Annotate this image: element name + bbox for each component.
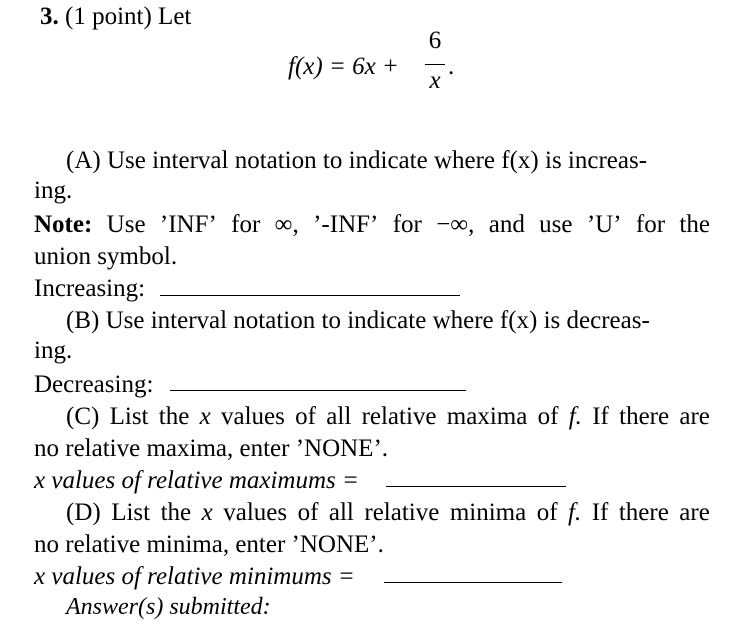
part-d-word: are bbox=[679, 499, 710, 526]
equation-denominator: x bbox=[429, 67, 441, 94]
part-d-word: there bbox=[618, 499, 669, 526]
part-d-word: x bbox=[201, 499, 213, 526]
equation-lhs: f(x) = 6x + bbox=[288, 53, 399, 80]
note-word: for bbox=[635, 211, 666, 238]
note-label: Note: bbox=[34, 211, 93, 238]
increasing-answer-field[interactable] bbox=[160, 295, 460, 296]
part-d-word: minima bbox=[449, 499, 527, 526]
part-c-line2: no relative maxima, enter ’NONE’. bbox=[34, 435, 389, 462]
part-a-line2: ing. bbox=[34, 177, 73, 204]
part-c-word: f. bbox=[568, 403, 582, 430]
part-d-word: all bbox=[328, 499, 354, 526]
part-c-word: the bbox=[158, 403, 190, 430]
note-word: ’-INF’ bbox=[313, 211, 379, 238]
maximums-label: x values of relative maximums = bbox=[34, 467, 359, 494]
part-d-line1 bbox=[66, 498, 710, 528]
part-b-line2: ing. bbox=[34, 337, 73, 364]
decreasing-label: Decreasing: bbox=[34, 371, 154, 398]
part-d-word: relative bbox=[364, 499, 440, 526]
part-d-word: (D) bbox=[66, 499, 101, 526]
part-d-word: If bbox=[591, 499, 609, 526]
part-c-word: are bbox=[679, 403, 710, 430]
part-d-word: f. bbox=[568, 499, 582, 526]
part-c-word: (C) bbox=[66, 403, 100, 430]
part-c-word: x bbox=[199, 403, 211, 430]
part-d-word: of bbox=[297, 499, 319, 526]
part-c-word: values bbox=[221, 403, 285, 430]
note-word: the bbox=[679, 211, 710, 238]
note-word: use bbox=[539, 211, 573, 238]
note-word: ’INF’ bbox=[159, 211, 217, 238]
note-word: Use bbox=[106, 211, 146, 238]
problem-header bbox=[40, 2, 191, 32]
problem-intro: Let bbox=[158, 3, 192, 30]
minimums-answer-field[interactable] bbox=[384, 582, 562, 583]
problem-points: (1 point) bbox=[65, 3, 152, 30]
note-word: for bbox=[231, 211, 261, 238]
problem-number: 3. bbox=[40, 3, 59, 30]
answers-submitted-label: Answer(s) submitted: bbox=[66, 594, 271, 620]
part-c-word: all bbox=[326, 403, 352, 430]
part-d-word: values bbox=[223, 499, 288, 526]
part-c-word: relative bbox=[361, 403, 437, 430]
increasing-label: Increasing: bbox=[34, 275, 146, 302]
part-b-line1: (B) Use interval notation to indicate where f(x) is decreas- bbox=[66, 307, 650, 334]
part-d-word: List bbox=[111, 499, 151, 526]
part-d-line2: no relative minima, enter ’NONE’. bbox=[34, 531, 384, 558]
part-c-word: If bbox=[592, 403, 609, 430]
equation-period: . bbox=[448, 53, 455, 80]
part-c-word: List bbox=[109, 403, 149, 430]
part-a-note-line2: union symbol. bbox=[34, 243, 178, 270]
part-d-word: of bbox=[536, 499, 558, 526]
note-word: −∞, bbox=[436, 211, 475, 238]
part-c-word: of bbox=[537, 403, 559, 430]
part-d-word: the bbox=[160, 499, 192, 526]
equation-fraction-bar bbox=[425, 64, 445, 65]
maximums-answer-field[interactable] bbox=[386, 486, 566, 487]
part-a-line1: (A) Use interval notation to indicate where f(x) is increas- bbox=[66, 147, 648, 174]
part-c-word: maxima bbox=[446, 403, 528, 430]
part-a-note bbox=[34, 210, 710, 240]
note-word: ∞, bbox=[274, 211, 299, 238]
equation-numerator: 6 bbox=[428, 27, 442, 54]
decreasing-answer-field[interactable] bbox=[170, 390, 466, 391]
part-c-word: of bbox=[295, 403, 316, 430]
note-word: ’U’ bbox=[586, 211, 622, 238]
minimums-label: x values of relative minimums = bbox=[34, 563, 355, 590]
note-word: for bbox=[392, 211, 422, 238]
note-word: and bbox=[488, 211, 525, 238]
part-c-line1 bbox=[66, 402, 710, 432]
part-c-word: there bbox=[619, 403, 670, 430]
